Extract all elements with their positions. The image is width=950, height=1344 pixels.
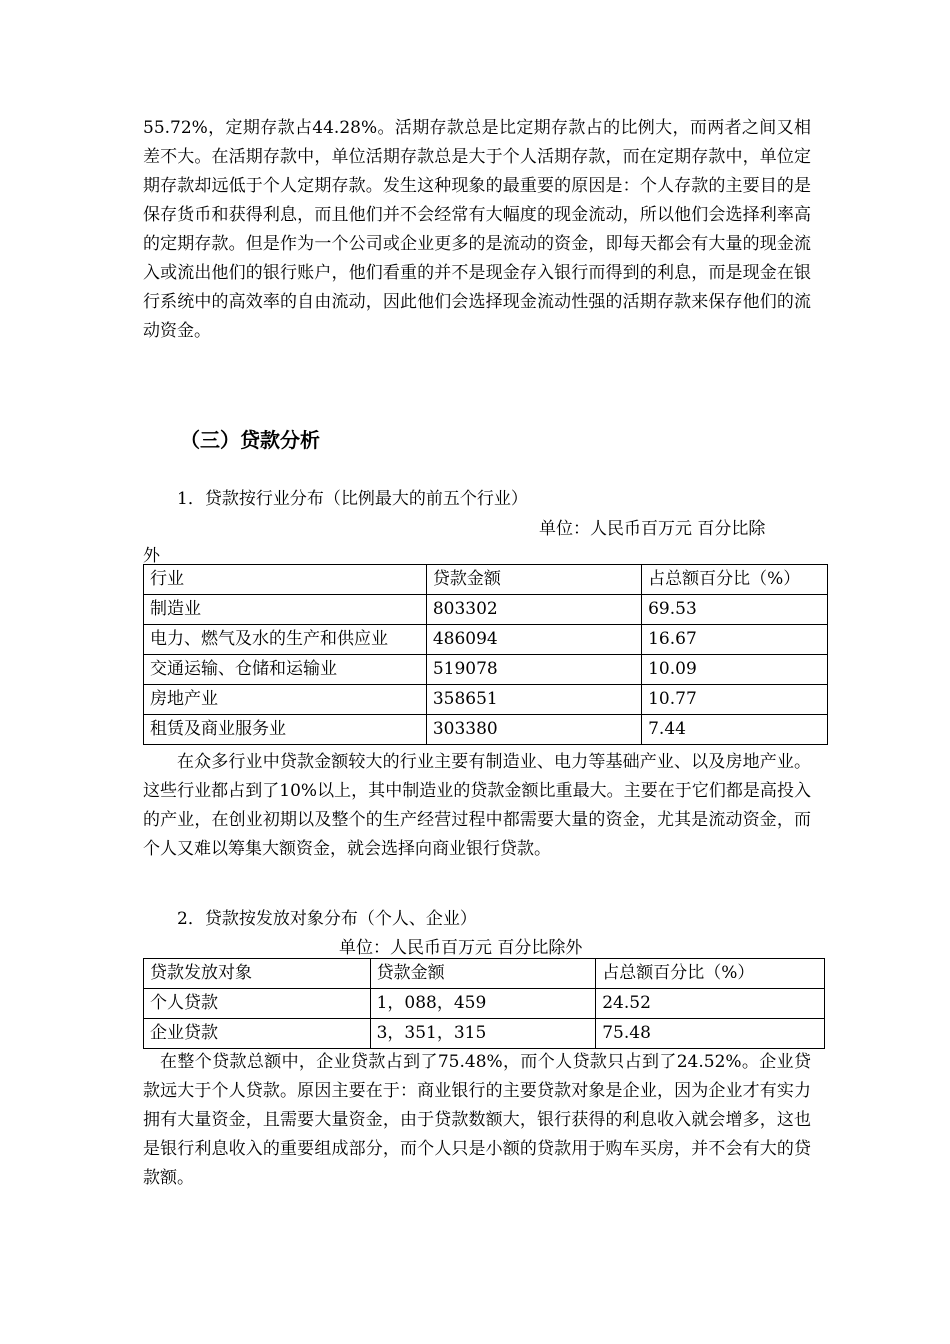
deposit-analysis-paragraph: 55.72%，定期存款占44.28%。活期存款总是比定期存款占的比例大，而两者之间又相差不大。在活期存款中，单位活期存款总是大于个人活期存款，而在定期存款中，单位定期存款却远低于个人定期存款。发生这种现象的最重要的原因是：个人存款的主要目的是保存货币和获得利息，而且他们并不会经常有大幅度的现金流动，所以他们会选择利率高的定期存款。但是作为一个公司或企业更多的是流动的资金，即每天都会有大量的现金流入或流出他们的银行账户，他们看重的并不是现金存入银行而得到的利息，而是现金在银行系统中的高效率的自由流动，因此他们会选择现金流动性强的活期存款来保存他们的流动资金。 — [143, 118, 811, 341]
table-cell: 7.44 — [642, 715, 828, 745]
table-cell: 企业贷款 — [144, 1019, 371, 1049]
header-cell: 占总额百分比（%） — [642, 565, 828, 595]
table-cell: 303380 — [426, 715, 641, 745]
industry-table-unit: 单位：人民币百万元 百分比除 — [539, 519, 766, 539]
table-cell: 交通运输、仓储和运输业 — [144, 655, 427, 685]
borrower-loan-table — [143, 958, 825, 1049]
table-cell: 3，351，315 — [370, 1019, 596, 1049]
table-row — [144, 655, 828, 685]
table-cell: 69.53 — [642, 595, 828, 625]
table-cell: 486094 — [426, 625, 641, 655]
borrower-table-title: 2．贷款按发放对象分布（个人、企业） — [177, 909, 477, 929]
table-row — [144, 685, 828, 715]
table-cell: 24.52 — [596, 989, 825, 1019]
borrower-analysis-paragraph: 在整个贷款总额中，企业贷款占到了75.48%，而个人贷款只占到了24.52%。企业贷款远大于个人贷款。原因主要在于：商业银行的主要贷款对象是企业，因为企业才有实力拥有大量资金，且需要大量资金，由于贷款数额大，银行获得的利息收入就会增多，这也是银行利息收入的重要组成部分，而个人只是小额的贷款用于购车买房，并不会有大的贷款额。 — [143, 1052, 811, 1188]
industry-analysis-paragraph: 在众多行业中贷款金额较大的行业主要有制造业、电力等基础产业、以及房地产业。这些行业都占到了10%以上，其中制造业的贷款金额比重最大。主要在于它们都是高投入的产业，在创业初期以及整个的生产经营过程中都需要大量的资金，尤其是流动资金，而个人又难以筹集大额资金，就会选择向商业银行贷款。 — [143, 752, 811, 859]
table-cell: 租赁及商业服务业 — [144, 715, 427, 745]
table-row — [144, 989, 825, 1019]
table-cell: 房地产业 — [144, 685, 427, 715]
table-cell: 电力、燃气及水的生产和供应业 — [144, 625, 427, 655]
table-cell: 制造业 — [144, 595, 427, 625]
table-header-row — [144, 565, 828, 595]
header-cell: 贷款发放对象 — [144, 959, 371, 989]
table-cell: 10.77 — [642, 685, 828, 715]
table-row — [144, 595, 828, 625]
section-heading-loan-analysis: （三）贷款分析 — [180, 428, 320, 452]
table-row — [144, 715, 828, 745]
table-cell: 1，088，459 — [370, 989, 596, 1019]
industry-loan-table — [143, 564, 828, 745]
header-cell: 占总额百分比（%） — [596, 959, 825, 989]
header-cell: 行业 — [144, 565, 427, 595]
table-cell: 803302 — [426, 595, 641, 625]
header-cell: 贷款金额 — [370, 959, 596, 989]
header-cell: 贷款金额 — [426, 565, 641, 595]
industry-table-title: 1．贷款按行业分布（比例最大的前五个行业） — [177, 489, 528, 509]
table-cell: 个人贷款 — [144, 989, 371, 1019]
table-row — [144, 1019, 825, 1049]
industry-table-unit-continued: 外 — [143, 546, 160, 566]
table-cell: 75.48 — [596, 1019, 825, 1049]
table-cell: 519078 — [426, 655, 641, 685]
table-cell: 16.67 — [642, 625, 828, 655]
table-row — [144, 625, 828, 655]
borrower-table-unit: 单位：人民币百万元 百分比除外 — [339, 938, 583, 958]
table-cell: 10.09 — [642, 655, 828, 685]
table-cell: 358651 — [426, 685, 641, 715]
table-header-row — [144, 959, 825, 989]
